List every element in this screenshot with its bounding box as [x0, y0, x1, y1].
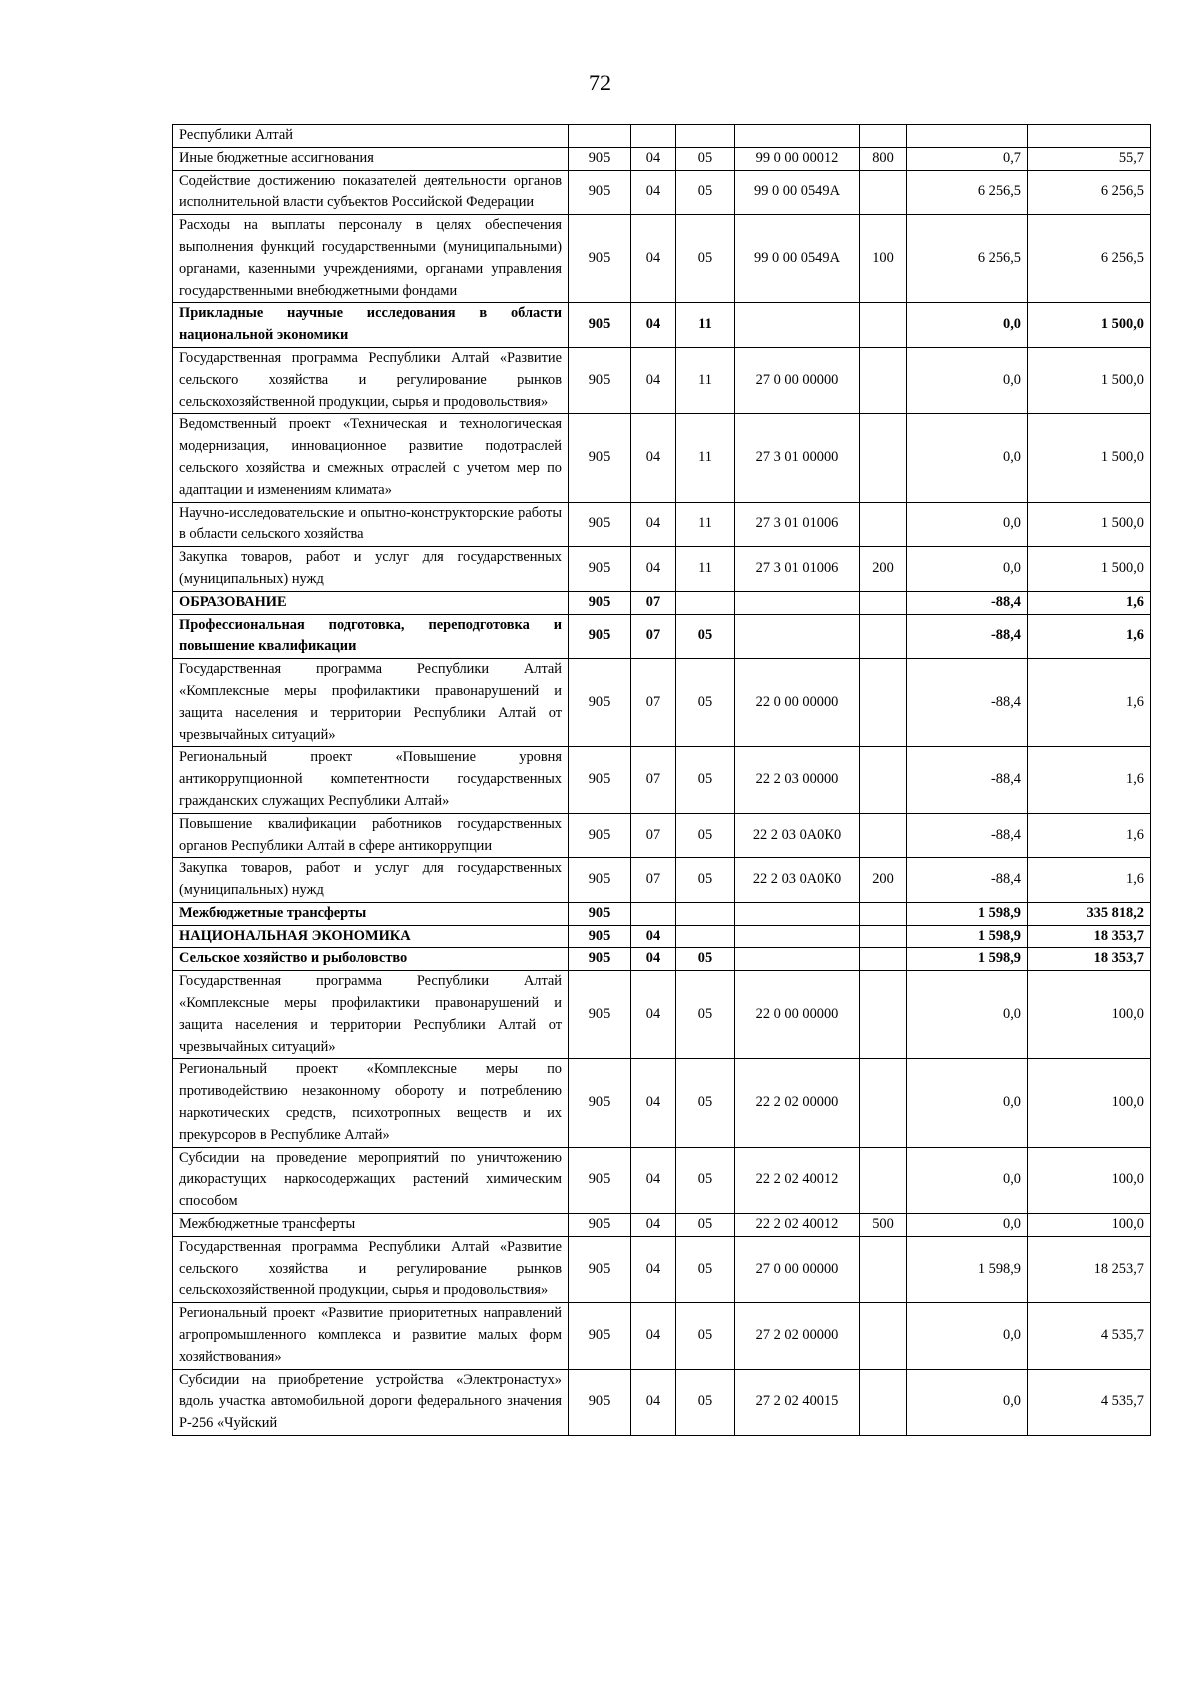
table-row: [173, 502, 1151, 547]
row-expense-type-cell: 800: [860, 147, 907, 170]
row-amount-2-cell: 4 535,7: [1028, 1369, 1151, 1435]
row-expense-type-cell: [860, 591, 907, 614]
row-amount-1-cell: 0,0: [907, 971, 1028, 1059]
row-ved-cell: 905: [569, 1059, 631, 1147]
row-expense-type-cell: [860, 659, 907, 747]
row-amount-2-cell: 1,6: [1028, 813, 1151, 858]
table-row: [173, 971, 1151, 1059]
row-target-article-cell: 27 2 02 00000: [735, 1303, 860, 1369]
row-subsection-cell: 05: [676, 1147, 735, 1213]
row-ved-cell: 905: [569, 659, 631, 747]
row-amount-2-cell: 100,0: [1028, 1147, 1151, 1213]
row-target-article-cell: [735, 925, 860, 948]
row-name-cell: Субсидии на приобретение устройства «Электронастух» вдоль участка автомобильной дороги федерального значения Р-256 «Чуйский: [173, 1369, 569, 1435]
row-section-cell: 07: [631, 813, 676, 858]
row-ved-cell: 905: [569, 547, 631, 592]
row-subsection-cell: 05: [676, 1059, 735, 1147]
row-target-article-cell: 27 2 02 40015: [735, 1369, 860, 1435]
table-row: [173, 902, 1151, 925]
row-subsection-cell: 05: [676, 747, 735, 813]
row-expense-type-cell: [860, 948, 907, 971]
row-section-cell: 04: [631, 1369, 676, 1435]
row-amount-1-cell: -88,4: [907, 614, 1028, 659]
row-section-cell: 04: [631, 1303, 676, 1369]
row-name-cell: Республики Алтай: [173, 125, 569, 148]
row-amount-2-cell: 1 500,0: [1028, 414, 1151, 502]
row-section-cell: 04: [631, 414, 676, 502]
row-target-article-cell: [735, 591, 860, 614]
row-section-cell: 07: [631, 858, 676, 903]
row-amount-2-cell: 1 500,0: [1028, 547, 1151, 592]
row-amount-2-cell: 100,0: [1028, 971, 1151, 1059]
row-amount-2-cell: 100,0: [1028, 1059, 1151, 1147]
table-row: [173, 1369, 1151, 1435]
row-section-cell: 04: [631, 925, 676, 948]
row-name-cell: Межбюджетные трансферты: [173, 902, 569, 925]
row-ved-cell: 905: [569, 1236, 631, 1302]
row-amount-1-cell: 0,0: [907, 347, 1028, 413]
row-ved-cell: 905: [569, 591, 631, 614]
row-ved-cell: 905: [569, 925, 631, 948]
table-row: [173, 170, 1151, 215]
row-section-cell: 04: [631, 147, 676, 170]
row-ved-cell: 905: [569, 614, 631, 659]
table-row: [173, 125, 1151, 148]
row-expense-type-cell: [860, 614, 907, 659]
row-expense-type-cell: [860, 1369, 907, 1435]
row-name-cell: Государственная программа Республики Алтай «Комплексные меры профилактики правонарушений и защита населения и территории Республики Алтай от чрезвычайных ситуаций»: [173, 659, 569, 747]
row-ved-cell: 905: [569, 1147, 631, 1213]
row-section-cell: 04: [631, 502, 676, 547]
row-amount-2-cell: [1028, 125, 1151, 148]
table-row: [173, 1303, 1151, 1369]
row-name-cell: Государственная программа Республики Алтай «Развитие сельского хозяйства и регулирование рынков сельскохозяйственной продукции, сырья и продовольствия»: [173, 347, 569, 413]
row-amount-1-cell: -88,4: [907, 858, 1028, 903]
row-amount-1-cell: 0,0: [907, 547, 1028, 592]
row-target-article-cell: [735, 303, 860, 348]
row-expense-type-cell: [860, 125, 907, 148]
row-name-cell: Сельское хозяйство и рыболовство: [173, 948, 569, 971]
row-expense-type-cell: [860, 971, 907, 1059]
row-ved-cell: 905: [569, 414, 631, 502]
row-subsection-cell: 05: [676, 170, 735, 215]
row-amount-2-cell: 6 256,5: [1028, 170, 1151, 215]
row-section-cell: 04: [631, 303, 676, 348]
row-ved-cell: 905: [569, 147, 631, 170]
row-expense-type-cell: [860, 1236, 907, 1302]
row-target-article-cell: 22 2 03 00000: [735, 747, 860, 813]
row-amount-2-cell: 1,6: [1028, 591, 1151, 614]
row-amount-2-cell: 1 500,0: [1028, 502, 1151, 547]
row-amount-2-cell: 55,7: [1028, 147, 1151, 170]
row-section-cell: 04: [631, 547, 676, 592]
row-amount-1-cell: -88,4: [907, 591, 1028, 614]
row-subsection-cell: [676, 591, 735, 614]
row-ved-cell: 905: [569, 948, 631, 971]
row-amount-1-cell: 1 598,9: [907, 925, 1028, 948]
row-expense-type-cell: [860, 813, 907, 858]
row-amount-2-cell: 1,6: [1028, 747, 1151, 813]
row-subsection-cell: 05: [676, 971, 735, 1059]
row-name-cell: Закупка товаров, работ и услуг для государственных (муниципальных) нужд: [173, 547, 569, 592]
row-amount-2-cell: 1 500,0: [1028, 347, 1151, 413]
row-ved-cell: 905: [569, 1214, 631, 1237]
row-name-cell: Ведомственный проект «Техническая и технологическая модернизация, инновационное развитие подотраслей сельского хозяйства и смежных отраслей с учетом мер по адаптации и изменениям климата»: [173, 414, 569, 502]
row-section-cell: 04: [631, 1147, 676, 1213]
row-expense-type-cell: [860, 347, 907, 413]
table-row: [173, 547, 1151, 592]
row-subsection-cell: 05: [676, 1214, 735, 1237]
row-section-cell: 04: [631, 971, 676, 1059]
row-target-article-cell: 99 0 00 00012: [735, 147, 860, 170]
row-section-cell: [631, 902, 676, 925]
table-row: [173, 347, 1151, 413]
row-ved-cell: 905: [569, 1369, 631, 1435]
row-subsection-cell: 05: [676, 1236, 735, 1302]
row-name-cell: Расходы на выплаты персоналу в целях обеспечения выполнения функций государственными (муниципальными) органами, казенными учреждениями, органами управления государственными внебюджетными фондами: [173, 215, 569, 303]
row-subsection-cell: 05: [676, 948, 735, 971]
row-expense-type-cell: [860, 1303, 907, 1369]
row-amount-2-cell: 100,0: [1028, 1214, 1151, 1237]
row-amount-2-cell: 1,6: [1028, 659, 1151, 747]
row-name-cell: Межбюджетные трансферты: [173, 1214, 569, 1237]
row-section-cell: 04: [631, 1059, 676, 1147]
row-amount-1-cell: 0,0: [907, 1303, 1028, 1369]
row-ved-cell: 905: [569, 971, 631, 1059]
row-section-cell: 04: [631, 948, 676, 971]
row-subsection-cell: 05: [676, 215, 735, 303]
row-section-cell: 04: [631, 1236, 676, 1302]
row-expense-type-cell: 500: [860, 1214, 907, 1237]
row-expense-type-cell: [860, 1059, 907, 1147]
row-ved-cell: 905: [569, 813, 631, 858]
row-amount-2-cell: 1,6: [1028, 614, 1151, 659]
row-name-cell: Региональный проект «Комплексные меры по противодействию незаконному обороту и потреблению наркотических средств, психотропных веществ и их прекурсоров в Республике Алтай»: [173, 1059, 569, 1147]
row-amount-1-cell: 0,0: [907, 414, 1028, 502]
row-amount-1-cell: 1 598,9: [907, 902, 1028, 925]
row-amount-2-cell: 18 353,7: [1028, 925, 1151, 948]
row-name-cell: Региональный проект «Повышение уровня антикоррупционной компетентности государственных гражданских служащих Республики Алтай»: [173, 747, 569, 813]
row-amount-2-cell: 1 500,0: [1028, 303, 1151, 348]
row-target-article-cell: 22 2 02 40012: [735, 1214, 860, 1237]
row-name-cell: Повышение квалификации работников государственных органов Республики Алтай в сфере антикоррупции: [173, 813, 569, 858]
row-subsection-cell: 05: [676, 858, 735, 903]
row-subsection-cell: 11: [676, 347, 735, 413]
row-target-article-cell: 99 0 00 0549А: [735, 170, 860, 215]
row-subsection-cell: 11: [676, 414, 735, 502]
row-target-article-cell: 27 3 01 01006: [735, 502, 860, 547]
row-target-article-cell: 27 0 00 00000: [735, 1236, 860, 1302]
row-target-article-cell: 27 0 00 00000: [735, 347, 860, 413]
row-subsection-cell: 05: [676, 147, 735, 170]
row-expense-type-cell: [860, 303, 907, 348]
row-amount-1-cell: 0,0: [907, 502, 1028, 547]
row-target-article-cell: 22 0 00 00000: [735, 971, 860, 1059]
row-target-article-cell: [735, 902, 860, 925]
row-target-article-cell: 27 3 01 00000: [735, 414, 860, 502]
row-amount-2-cell: 6 256,5: [1028, 215, 1151, 303]
row-expense-type-cell: [860, 502, 907, 547]
row-name-cell: Профессиональная подготовка, переподготовка и повышение квалификации: [173, 614, 569, 659]
row-target-article-cell: 22 2 02 40012: [735, 1147, 860, 1213]
row-amount-1-cell: 0,7: [907, 147, 1028, 170]
row-name-cell: НАЦИОНАЛЬНАЯ ЭКОНОМИКА: [173, 925, 569, 948]
row-amount-1-cell: 0,0: [907, 303, 1028, 348]
row-subsection-cell: [676, 902, 735, 925]
row-ved-cell: 905: [569, 170, 631, 215]
row-name-cell: Субсидии на проведение мероприятий по уничтожению дикорастущих наркосодержащих растений химическим способом: [173, 1147, 569, 1213]
row-ved-cell: 905: [569, 347, 631, 413]
table-row: [173, 1236, 1151, 1302]
row-subsection-cell: 11: [676, 547, 735, 592]
row-target-article-cell: 27 3 01 01006: [735, 547, 860, 592]
table-row: [173, 948, 1151, 971]
row-expense-type-cell: 200: [860, 858, 907, 903]
table-row: [173, 215, 1151, 303]
row-name-cell: Прикладные научные исследования в области национальной экономики: [173, 303, 569, 348]
row-section-cell: 07: [631, 614, 676, 659]
row-name-cell: ОБРАЗОВАНИЕ: [173, 591, 569, 614]
row-amount-1-cell: 1 598,9: [907, 1236, 1028, 1302]
row-section-cell: [631, 125, 676, 148]
row-target-article-cell: [735, 948, 860, 971]
table-row: [173, 659, 1151, 747]
row-subsection-cell: 05: [676, 1369, 735, 1435]
row-ved-cell: 905: [569, 902, 631, 925]
table-row: [173, 747, 1151, 813]
row-section-cell: 04: [631, 1214, 676, 1237]
table-row: [173, 925, 1151, 948]
row-subsection-cell: [676, 125, 735, 148]
row-expense-type-cell: [860, 902, 907, 925]
row-amount-1-cell: 1 598,9: [907, 948, 1028, 971]
row-amount-1-cell: 0,0: [907, 1369, 1028, 1435]
row-target-article-cell: 22 2 02 00000: [735, 1059, 860, 1147]
row-expense-type-cell: [860, 1147, 907, 1213]
table-row: [173, 1214, 1151, 1237]
table-row: [173, 614, 1151, 659]
row-subsection-cell: 11: [676, 303, 735, 348]
row-target-article-cell: [735, 614, 860, 659]
row-amount-2-cell: 335 818,2: [1028, 902, 1151, 925]
row-amount-1-cell: 0,0: [907, 1059, 1028, 1147]
table-row: [173, 591, 1151, 614]
row-ved-cell: 905: [569, 747, 631, 813]
row-section-cell: 04: [631, 170, 676, 215]
row-section-cell: 04: [631, 347, 676, 413]
row-section-cell: 07: [631, 591, 676, 614]
row-amount-1-cell: 0,0: [907, 1147, 1028, 1213]
table-row: [173, 1059, 1151, 1147]
row-target-article-cell: 22 2 03 0А0К0: [735, 858, 860, 903]
row-subsection-cell: [676, 925, 735, 948]
table-row: [173, 813, 1151, 858]
row-section-cell: 07: [631, 659, 676, 747]
row-target-article-cell: 99 0 00 0549А: [735, 215, 860, 303]
row-expense-type-cell: [860, 414, 907, 502]
row-amount-1-cell: 6 256,5: [907, 170, 1028, 215]
table-row: [173, 414, 1151, 502]
row-expense-type-cell: 100: [860, 215, 907, 303]
table-row: [173, 147, 1151, 170]
row-amount-2-cell: 18 353,7: [1028, 948, 1151, 971]
row-name-cell: Научно-исследовательские и опытно-конструкторские работы в области сельского хозяйства: [173, 502, 569, 547]
row-section-cell: 04: [631, 215, 676, 303]
row-ved-cell: 905: [569, 303, 631, 348]
row-subsection-cell: 05: [676, 813, 735, 858]
row-subsection-cell: 05: [676, 659, 735, 747]
row-amount-2-cell: 18 253,7: [1028, 1236, 1151, 1302]
row-subsection-cell: 11: [676, 502, 735, 547]
row-target-article-cell: 22 0 00 00000: [735, 659, 860, 747]
row-name-cell: Закупка товаров, работ и услуг для государственных (муниципальных) нужд: [173, 858, 569, 903]
row-expense-type-cell: [860, 170, 907, 215]
row-section-cell: 07: [631, 747, 676, 813]
row-amount-1-cell: 6 256,5: [907, 215, 1028, 303]
row-subsection-cell: 05: [676, 1303, 735, 1369]
row-name-cell: Государственная программа Республики Алтай «Комплексные меры профилактики правонарушений и защита населения и территории Республики Алтай от чрезвычайных ситуаций»: [173, 971, 569, 1059]
row-amount-2-cell: 4 535,7: [1028, 1303, 1151, 1369]
row-name-cell: Государственная программа Республики Алтай «Развитие сельского хозяйства и регулирование рынков сельскохозяйственной продукции, сырья и продовольствия»: [173, 1236, 569, 1302]
row-name-cell: Содействие достижению показателей деятельности органов исполнительной власти субъектов Российской Федерации: [173, 170, 569, 215]
table-row: [173, 858, 1151, 903]
table-row: [173, 303, 1151, 348]
row-expense-type-cell: 200: [860, 547, 907, 592]
row-amount-2-cell: 1,6: [1028, 858, 1151, 903]
row-ved-cell: [569, 125, 631, 148]
row-amount-1-cell: -88,4: [907, 659, 1028, 747]
row-target-article-cell: 22 2 03 0А0К0: [735, 813, 860, 858]
budget-table: [172, 124, 1151, 1436]
row-amount-1-cell: -88,4: [907, 747, 1028, 813]
row-expense-type-cell: [860, 747, 907, 813]
row-name-cell: Региональный проект «Развитие приоритетных направлений агропромышленного комплекса и развитие малых форм хозяйствования»: [173, 1303, 569, 1369]
row-amount-1-cell: 0,0: [907, 1214, 1028, 1237]
page-number: 72: [589, 70, 611, 95]
row-expense-type-cell: [860, 925, 907, 948]
row-ved-cell: 905: [569, 215, 631, 303]
row-ved-cell: 905: [569, 502, 631, 547]
table-row: [173, 1147, 1151, 1213]
row-subsection-cell: 05: [676, 614, 735, 659]
row-amount-1-cell: -88,4: [907, 813, 1028, 858]
row-ved-cell: 905: [569, 858, 631, 903]
row-target-article-cell: [735, 125, 860, 148]
row-name-cell: Иные бюджетные ассигнования: [173, 147, 569, 170]
row-amount-1-cell: [907, 125, 1028, 148]
row-ved-cell: 905: [569, 1303, 631, 1369]
